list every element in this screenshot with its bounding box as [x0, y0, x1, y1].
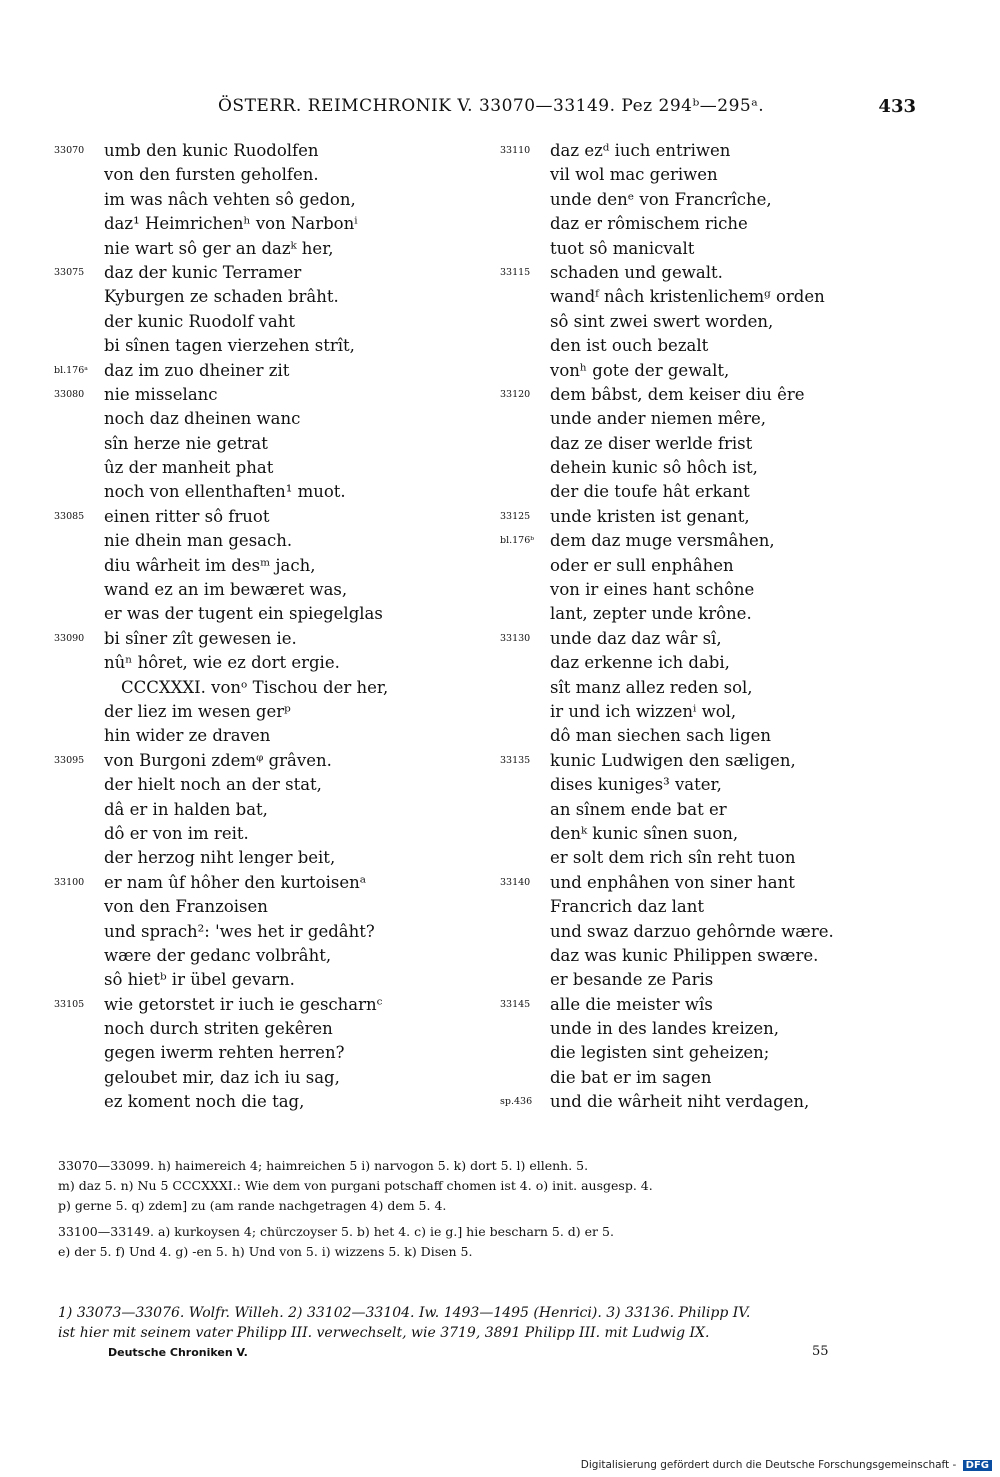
verse-text: unde ander niemen mêre,: [550, 409, 767, 429]
verse-line: [500, 1090, 920, 1114]
verse-line: [54, 627, 474, 651]
verse-text: einen ritter sô fruot: [104, 506, 270, 526]
verse-line: [500, 749, 920, 773]
verse-line: [500, 480, 920, 504]
verse-text: daz ezᵈ iuch entriwen: [550, 141, 731, 160]
verse-text: daz der kunic Terramer: [104, 262, 302, 282]
verse-line: [54, 285, 474, 309]
verse-text: und swaz darzuo gehôrnde wære.: [550, 921, 834, 941]
verse-text: unde daz daz wâr sî,: [550, 628, 722, 648]
verse-text: der herzog niht lenger beit,: [104, 848, 336, 868]
verse-text: wand ez an im bewæret was,: [104, 580, 348, 600]
verse-text: daz ze diser werlde frist: [550, 433, 753, 453]
verse-text: dehein kunic sô hôch ist,: [550, 458, 758, 478]
line-number: 33070: [54, 145, 85, 156]
verse-line: [54, 895, 474, 919]
apparatus-line: p) gerne 5. q) zdem] zu (am rande nachgetragen 4) dem 5. 4.: [58, 1198, 447, 1213]
verse-line: [54, 529, 474, 553]
verse-text: noch durch striten gekêren: [104, 1019, 333, 1039]
verse-text: CCCXXXI. vonᵒ Tischou der her,: [121, 677, 389, 697]
verse-text: von Burgoni zdemᵠ grâven.: [104, 750, 332, 770]
verse-text: alle die meister wîs: [550, 994, 713, 1014]
verse-line: [54, 310, 474, 334]
line-number: bl.176ᵃ: [54, 364, 88, 376]
verse-text: der liez im wesen gerᵖ: [104, 701, 291, 721]
verse-line: [500, 676, 920, 700]
verse-text: tuot sô manicvalt: [550, 238, 695, 258]
verse-line: [54, 920, 474, 944]
verse-line: [500, 529, 920, 553]
verse-line: [54, 237, 474, 261]
verse-line: [500, 798, 920, 822]
verse-line: [54, 676, 474, 700]
line-number: 33095: [54, 754, 85, 766]
verse-text: sô sint zwei swert worden,: [550, 311, 774, 331]
right-column: [500, 139, 920, 1115]
verse-text: sô hietᵇ ir übel gevarn.: [104, 970, 295, 990]
verse-line: [54, 554, 474, 578]
verse-text: daz was kunic Philippen swære.: [550, 945, 819, 965]
verse-line: [500, 188, 920, 212]
line-number: 33140: [500, 876, 531, 888]
verse-text: dô man siechen sach ligen: [550, 726, 772, 746]
verse-text: die bat er im sagen: [550, 1067, 712, 1087]
verse-text: noch daz dheinen wanc: [104, 409, 301, 429]
signature-mark: 55: [812, 1344, 829, 1359]
verse-text: und die wârheit niht verdagen,: [550, 1092, 810, 1112]
verse-text: von den Franzoisen: [104, 897, 268, 917]
verse-line: [54, 1041, 474, 1065]
verse-text: wie getorstet ir iuch ie gescharnᶜ: [104, 994, 383, 1014]
verse-text: die legisten sint geheizen;: [550, 1043, 770, 1063]
verse-text: dem daz muge versmâhen,: [550, 531, 775, 551]
verse-text: bi sînen tagen vierzehen strît,: [104, 336, 355, 356]
verse-line: [500, 1041, 920, 1065]
verse-line: [500, 822, 920, 846]
verse-text: im was nâch vehten sô gedon,: [104, 189, 356, 209]
dfg-credit-text: Digitalisierung gefördert durch die Deutsche Forschungsgemeinschaft -: [580, 1459, 957, 1471]
verse-line: [54, 163, 474, 187]
line-number: 33105: [54, 998, 85, 1010]
verse-line: [500, 1017, 920, 1041]
verse-line: [500, 578, 920, 602]
verse-text: vonʰ gote der gewalt,: [550, 360, 730, 380]
verse-line: [54, 261, 474, 285]
verse-line: [54, 749, 474, 773]
verse-line: [500, 627, 920, 651]
verse-text: nie dhein man gesach.: [104, 531, 293, 551]
verse-line: [500, 1066, 920, 1090]
verse-line: [54, 480, 474, 504]
verse-text: er nam ûf hôher den kurtoisenᵃ: [104, 872, 367, 892]
verse-line: [500, 163, 920, 187]
verse-text: an sînem ende bat er: [550, 799, 727, 819]
verse-line: [54, 505, 474, 529]
line-number: sp.436: [500, 1096, 533, 1108]
verse-text: von ir eines hant schône: [550, 580, 755, 600]
line-number: 33085: [54, 510, 85, 522]
verse-text: schaden und gewalt.: [550, 262, 723, 282]
verse-text: geloubet mir, daz ich iu sag,: [104, 1067, 340, 1087]
line-number: 33130: [500, 632, 531, 644]
verse-text: denᵏ kunic sînen suon,: [550, 823, 739, 843]
line-number: 33135: [500, 754, 531, 766]
verse-line: [54, 822, 474, 846]
verse-line: [500, 261, 920, 285]
verse-line: [54, 651, 474, 675]
verse-text: lant, zepter unde krône.: [550, 604, 752, 624]
verse-line: [500, 432, 920, 456]
verse-line: [54, 407, 474, 431]
verse-text: er besande ze Paris: [550, 970, 714, 990]
verse-line: [54, 188, 474, 212]
verse-text: der kunic Ruodolf vaht: [104, 311, 295, 331]
verse-line: [500, 773, 920, 797]
verse-line: [54, 944, 474, 968]
line-number: 33110: [500, 145, 531, 156]
verse-text: dem bâbst, dem keiser diu êre: [550, 384, 805, 404]
verse-line: [500, 285, 920, 309]
verse-line: [500, 383, 920, 407]
verse-text: der hielt noch an der stat,: [104, 775, 322, 795]
verse-line: [54, 334, 474, 358]
verse-text: daz¹ Heimrichenʰ von Narbonⁱ: [104, 214, 358, 234]
verse-line: [500, 871, 920, 895]
verse-text: und sprach²: 'wes het ir gedâht?: [104, 921, 375, 941]
verse-line: [500, 310, 920, 334]
verse-line: [500, 334, 920, 358]
series-title: Deutsche Chroniken V.: [108, 1346, 248, 1359]
running-header: [0, 96, 1000, 122]
apparatus-line: 33100—33149. a) kurkoysen 4; chürczoyser 5. b) het 4. c) ie g.] hie bescharn 5. d) er 5.: [58, 1224, 614, 1239]
verse-line: [500, 993, 920, 1017]
verse-text: wandᶠ nâch kristenlichemᵍ orden: [550, 287, 825, 307]
verse-line: [54, 871, 474, 895]
verse-line: [54, 432, 474, 456]
line-number: 33145: [500, 998, 531, 1010]
verse-line: [54, 578, 474, 602]
verse-text: wære der gedanc volbrâht,: [104, 945, 332, 965]
line-number: 33100: [54, 876, 85, 888]
line-number: 33090: [54, 632, 85, 644]
verse-line: [500, 212, 920, 236]
verse-text: daz er rômischem riche: [550, 214, 748, 234]
verse-text: bi sîner zît gewesen ie.: [104, 628, 297, 648]
verse-line: [500, 920, 920, 944]
verse-line: [500, 554, 920, 578]
verse-text: von den fursten geholfen.: [104, 165, 319, 185]
verse-text: oder er sull enphâhen: [550, 555, 734, 575]
verse-line: [54, 139, 474, 163]
footnote-line: ist hier mit seinem vater Philipp III. verwechselt, wie 3719, 3891 Philipp III. mit Ludwig IX.: [58, 1325, 710, 1341]
verse-text: diu wârheit im desᵐ jach,: [104, 555, 316, 575]
verse-text: er solt dem rich sîn reht tuon: [550, 848, 796, 868]
verse-text: nie wart sô ger an dazᵏ her,: [104, 238, 334, 258]
verse-line: [500, 359, 920, 383]
dfg-credit: [581, 1459, 992, 1471]
verse-text: er was der tugent ein spiegelglas: [104, 604, 383, 624]
verse-text: vil wol mac geriwen: [550, 165, 718, 185]
verse-line: [500, 724, 920, 748]
verse-line: [54, 212, 474, 236]
verse-line: [500, 407, 920, 431]
apparatus-line: 33070—33099. h) haimereich 4; haimreichen 5 i) narvogon 5. k) dort 5. l) ellenh. 5.: [58, 1158, 589, 1173]
verse-line: [54, 359, 474, 383]
footnote-line: 1) 33073—33076. Wolfr. Willeh. 2) 33102—33104. Iw. 1493—1495 (Henrici). 3) 33136. Philipp IV.: [58, 1305, 751, 1321]
verse-line: [54, 383, 474, 407]
verse-text: dises kuniges³ vater,: [550, 775, 722, 795]
verse-line: [54, 798, 474, 822]
verse-line: [54, 700, 474, 724]
verse-text: unde in des landes kreizen,: [550, 1019, 780, 1039]
verse-text: gegen iwerm rehten herren?: [104, 1043, 345, 1063]
running-title: ÖSTERR. REIMCHRONIK V. 33070—33149. Pez 294ᵇ—295ᵃ.: [218, 96, 765, 116]
verse-text: unde kristen ist genant,: [550, 506, 750, 526]
verse-line: [500, 944, 920, 968]
verse-text: dô er von im reit.: [104, 823, 249, 843]
verse-line: [54, 773, 474, 797]
verse-line: [500, 139, 920, 163]
verse-text: dâ er in halden bat,: [104, 799, 268, 819]
line-number: 33115: [500, 266, 531, 278]
verse-text: daz im zuo dheiner zit: [104, 360, 290, 380]
verse-line: [500, 700, 920, 724]
verse-text: ez koment noch die tag,: [104, 1092, 305, 1112]
verse-text: nie misselanc: [104, 384, 218, 404]
verse-text: und enphâhen von siner hant: [550, 872, 795, 892]
verse-line: [54, 1066, 474, 1090]
verse-line: [500, 846, 920, 870]
verse-line: [54, 1090, 474, 1114]
apparatus-line: m) daz 5. n) Nu 5 CCCXXXI.: Wie dem von purgani potschaff chomen ist 4. o) init. ausgesp. 4.: [58, 1178, 653, 1193]
apparatus-line: e) der 5. f) Und 4. g) -en 5. h) Und von 5. i) wizzens 5. k) Disen 5.: [58, 1244, 473, 1259]
line-number: 33125: [500, 510, 531, 522]
verse-text: hin wider ze draven: [104, 726, 271, 746]
left-column: [54, 139, 474, 1115]
verse-line: [54, 993, 474, 1017]
dfg-logo: DFG: [963, 1460, 992, 1471]
verse-line: [54, 846, 474, 870]
verse-text: ir und ich wizzenⁱ wol,: [550, 701, 737, 721]
verse-line: [500, 237, 920, 261]
line-number: bl.176ᵇ: [500, 535, 535, 547]
verse-text: ûz der manheit phat: [104, 458, 274, 478]
line-number: 33075: [54, 266, 85, 278]
verse-text: nûⁿ hôret, wie ez dort ergie.: [104, 653, 340, 673]
verse-text: den ist ouch bezalt: [550, 336, 709, 356]
verse-line: [500, 968, 920, 992]
verse-text: unde denᵉ von Francrîche,: [550, 189, 772, 209]
page-number: 433: [878, 96, 916, 117]
verse-text: sît manz allez reden sol,: [550, 677, 753, 697]
verse-text: daz erkenne ich dabi,: [550, 653, 730, 673]
verse-line: [54, 1017, 474, 1041]
verse-line: [500, 895, 920, 919]
verse-line: [54, 602, 474, 626]
verse-text: kunic Ludwigen den sæligen,: [550, 750, 796, 770]
verse-text: Francrich daz lant: [550, 897, 705, 917]
verse-line: [500, 505, 920, 529]
verse-line: [54, 968, 474, 992]
verse-text: Kyburgen ze schaden brâht.: [104, 287, 339, 307]
verse-text: umb den kunic Ruodolfen: [104, 141, 319, 160]
line-number: 33120: [500, 388, 531, 400]
verse-line: [500, 651, 920, 675]
line-number: 33080: [54, 388, 85, 400]
verse-line: [54, 724, 474, 748]
verse-text: der die toufe hât erkant: [550, 482, 750, 502]
verse-line: [500, 602, 920, 626]
verse-line: [500, 456, 920, 480]
verse-text: sîn herze nie getrat: [104, 433, 268, 453]
verse-text: noch von ellenthaften¹ muot.: [104, 482, 346, 502]
verse-line: [54, 456, 474, 480]
